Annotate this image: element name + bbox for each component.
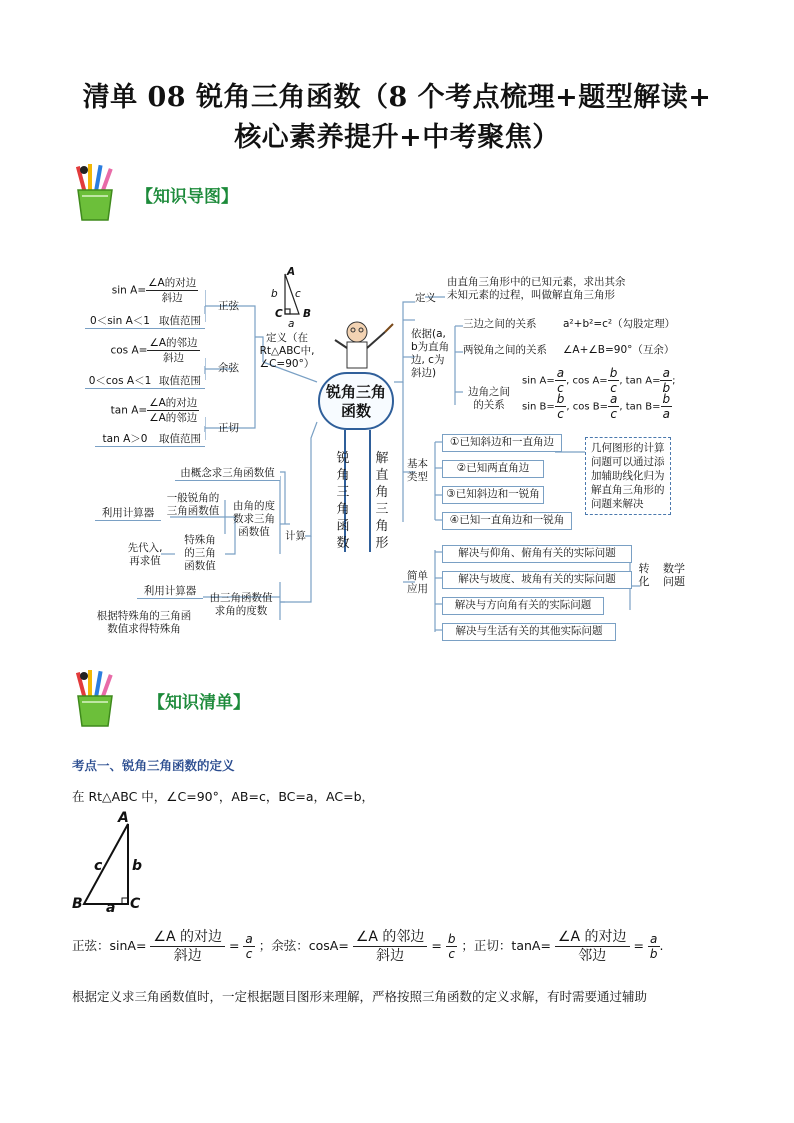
mm-cos-def: cos A= $\frac{\text{∠A的邻边}}{\text{斜边}}$ — [105, 336, 205, 366]
mm-cos-node: 余弦 — [218, 362, 239, 374]
fig-label-b: b — [132, 858, 143, 874]
mm-r-ratio-A: sin A= $\frac{a}{c}$ , cos A= $\frac{b}{c}$ , tan A= $\frac{a}{b}$ ; — [522, 366, 676, 395]
pencil-cup-icon — [72, 162, 124, 224]
mm-r-angles: 两锐角之间的关系 — [463, 344, 547, 356]
point-1-paragraph: 根据定义求三角函数值时，一定根据题目图形来理解，严格按照三角函数的定义求解，有时需要通过辅助 — [72, 989, 648, 1004]
mm-tan-range-label: 取值范围 — [155, 432, 205, 447]
mm-tan-range: tan A＞0 — [95, 432, 155, 447]
section-label-mindmap: 【知识导图】 — [136, 187, 238, 207]
mm-r-app-4: 解决与生活有关的其他实际问题 — [442, 623, 616, 641]
right-triangle-figure — [72, 812, 152, 916]
point-1-definitions: 正弦：sinA= ∠A 的对边 斜边 = $\frac{a}{c}$ ；余弦：cosA= ∠A 的邻边 斜边 = $\frac{b}{c}$ ；正切：tanA= ∠A 的对边 邻边 = $\frac{a}{b}$ . — [72, 929, 664, 964]
mm-r-def: 定义 — [415, 292, 436, 304]
mm-cos-range: 0＜cos A＜1 — [85, 374, 155, 389]
point-1-heading: 考点一、锐角三角函数的定义 — [72, 758, 235, 773]
mm-r-basis: 依据(a, b为直角 边, c为 斜边) — [411, 328, 450, 379]
fig-label-a: a — [106, 900, 116, 916]
mm-sin-node: 正弦 — [218, 300, 239, 312]
mm-use-calculator-2: 利用计算器 — [137, 584, 203, 599]
mm-from-degree: 由角的度 数求三角 函数值 — [233, 500, 275, 538]
mm-r-type-3: ③已知斜边和一锐角 — [442, 486, 544, 504]
sin-fraction: ∠A 的对边 斜边 — [150, 928, 225, 965]
mm-r-app-3: 解决与方向角有关的实际问题 — [442, 597, 604, 615]
mm-tri-B: B — [303, 308, 312, 320]
mm-use-calculator-1: 利用计算器 — [95, 506, 161, 521]
mm-sin-range-label: 取值范围 — [155, 314, 205, 329]
mm-special-from-value: 根据特殊角的三角函 数值求得特殊角 — [96, 610, 192, 635]
mm-calc-concept: 由概念求三角函数值 — [175, 466, 280, 481]
mm-r-note: 几何图形的计算 问题可以通过添 加辅助线化归为 解直角三角形的 问题来解决 — [585, 437, 671, 515]
page-title-line-1: 清单 08 锐角三角函数（8 个考点梳理+题型解读+ — [82, 82, 712, 113]
mm-r-sides-formula: a²+b²=c²（勾股定理） — [563, 318, 676, 330]
mm-right-branch: 解直角三角形 — [375, 451, 389, 551]
cos-fraction: ∠A 的邻边 斜边 — [353, 928, 428, 965]
mm-tri-c: c — [295, 288, 301, 300]
tan-fraction: ∠A 的对边 邻边 — [555, 928, 630, 965]
mm-r-angles-formula: ∠A+∠B=90°（互余） — [563, 344, 675, 356]
mm-r-type-4: ④已知一直角边和一锐角 — [442, 512, 572, 530]
pencil-cup-icon — [72, 668, 124, 730]
mm-r-convert: 转 化 — [638, 562, 650, 588]
mm-tri-a: a — [288, 318, 295, 330]
fig-label-C: C — [130, 896, 141, 912]
fig-label-c: c — [94, 858, 103, 874]
section-label-checklist: 【知识清单】 — [148, 693, 250, 713]
mm-calc-node: 计算 — [285, 530, 306, 542]
mm-def-node: 定义（在 Rt△ABC中, ∠C=90°） — [259, 332, 315, 370]
mm-r-edge-angle: 边角之间 的关系 — [468, 386, 510, 411]
mm-r-sides: 三边之间的关系 — [463, 318, 537, 330]
point-1-setup: 在 Rt△ABC 中，∠C=90°，AB=c，BC=a，AC=b， — [72, 789, 375, 804]
mm-sin-range: 0＜sin A＜1 — [85, 314, 155, 329]
mm-tri-A: A — [287, 266, 296, 278]
mm-r-basic-types: 基本 类型 — [407, 458, 428, 483]
mm-r-math: 数学 问题 — [663, 562, 685, 588]
mm-special-angle: 特殊角 的三角 函数值 — [184, 534, 216, 572]
mm-r-ratio-B: sin B= $\frac{b}{c}$ , cos B= $\frac{a}{c}$ , tan B= $\frac{b}{a}$ — [522, 392, 671, 421]
mm-r-app: 简单 应用 — [407, 570, 428, 595]
page-title-line-2: 核心素养提升+中考聚焦） — [234, 122, 560, 153]
mm-r-def-text: 由直角三角形中的已知元素，求出其余 未知元素的过程，叫做解直角三角形 — [447, 276, 626, 301]
mm-center-node: 锐角三角函数 — [318, 372, 394, 430]
mm-cos-range-label: 取值范围 — [155, 374, 205, 389]
mm-r-app-1: 解决与仰角、俯角有关的实际问题 — [442, 545, 632, 563]
mm-tan-def: tan A= $\frac{\text{∠A的对边}}{\text{∠A的邻边}}$ — [105, 396, 205, 426]
fig-label-B: B — [72, 896, 83, 912]
mm-sin-def: sin A= $\frac{\text{∠A的对边}}{\text{斜边}}$ — [105, 276, 205, 306]
fig-label-A: A — [118, 810, 129, 826]
mm-tri-C: C — [275, 308, 283, 320]
mm-left-branch: 锐角三角函数 — [336, 451, 350, 551]
mm-r-type-1: ①已知斜边和一直角边 — [442, 434, 562, 452]
mm-substitute: 先代入, 再求值 — [127, 542, 163, 567]
mm-from-value: 由三角函数值 求角的度数 — [209, 592, 273, 617]
mm-tan-node: 正切 — [218, 422, 239, 434]
mm-r-type-2: ②已知两直角边 — [442, 460, 544, 478]
teacher-figure-icon — [335, 322, 393, 368]
mm-general-angle: 一般锐角的 三角函数值 — [166, 492, 220, 517]
mindmap — [85, 262, 695, 642]
mm-r-app-2: 解决与坡度、坡角有关的实际问题 — [442, 571, 632, 589]
mm-tri-b: b — [271, 288, 278, 300]
